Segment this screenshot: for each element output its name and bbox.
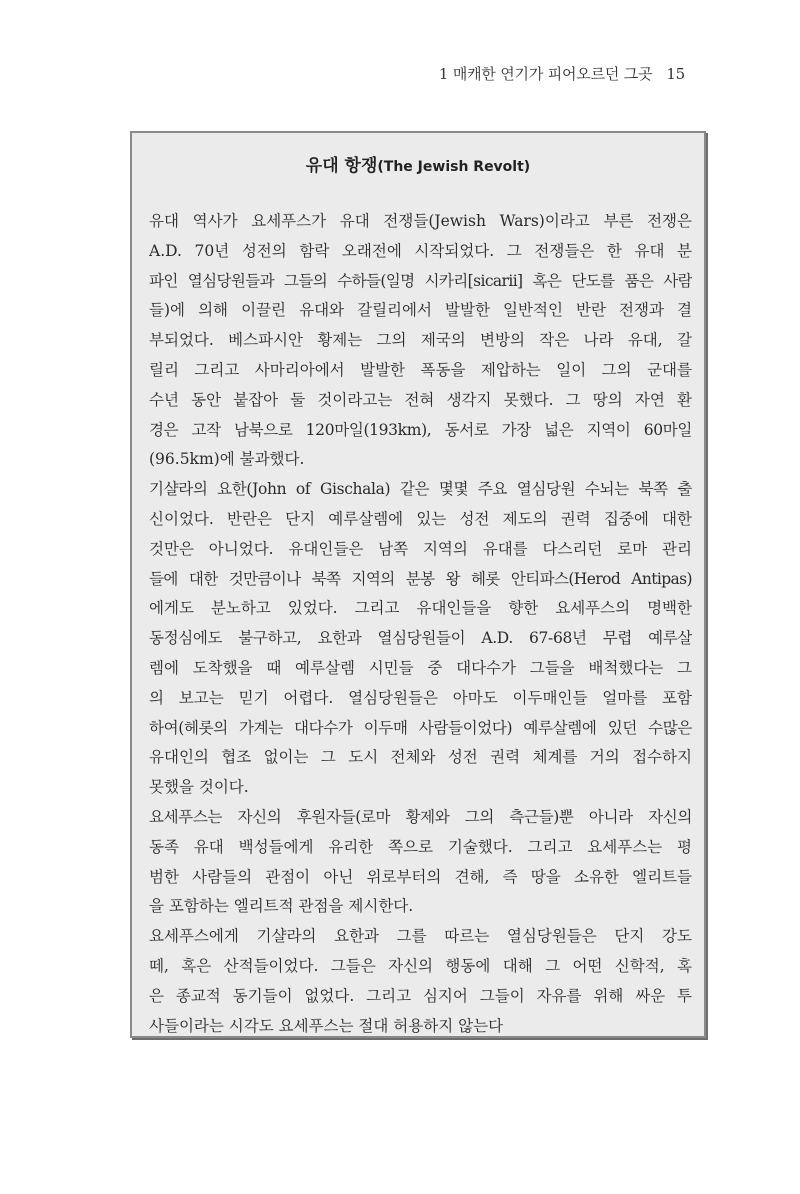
body-line: 동정심에도 불구하고, 요한과 열심당원들이 A.D. 67-68년 무렵 예루살 xyxy=(149,629,692,648)
body-line: 요세푸스에게 기샬라의 요한과 그를 따르는 열심당원들은 단지 강도 xyxy=(149,927,692,946)
body-line: 범한 사람들의 관점이 아닌 위로부터의 견해, 즉 땅을 소유한 엘리트들 xyxy=(149,867,692,886)
body-line: 동족 유대 백성들에게 유리한 쪽으로 기술했다. 그리고 요세푸스는 평 xyxy=(149,837,692,856)
running-title: 1 매캐한 연기가 피어오르던 그곳 xyxy=(438,65,653,83)
body-line: 하여(헤롯의 가계는 대다수가 이두매 사람들이었다) 예루살렘에 있던 수많은 xyxy=(149,718,692,737)
body-line: 기샬라의 요한(John of Gischala) 같은 몇몇 주요 열심당원 수뇌는 북쪽 출 xyxy=(149,480,692,499)
body-line: 유대인의 협조 없이는 그 도시 전체와 성전 권력 체계를 거의 접수하지 xyxy=(149,748,692,767)
body-line: 들에 대한 것만큼이나 북쪽 지역의 분봉 왕 헤롯 안티파스(Herod Antipas) xyxy=(149,569,692,588)
body-line: 파인 열심당원들과 그들의 수하들(일명 시카리[sicarii] 혹은 단도를 품은 사람 xyxy=(149,271,692,290)
box-title xyxy=(132,151,704,176)
body-line: 릴리 그리고 사마리아에서 발발한 폭동을 제압하는 일이 그의 군대를 xyxy=(149,360,692,379)
body-line: 요세푸스는 자신의 후원자들(로마 황제와 그의 측근들)뿐 아니라 자신의 xyxy=(149,807,692,826)
body-line: 못했을 것이다. xyxy=(149,778,249,797)
body-line: 의 보고는 믿기 어렵다. 열심당원들은 아마도 이두매인들 얼마를 포함 xyxy=(149,688,692,707)
body-line: 유대 역사가 요세푸스가 유대 전쟁들(Jewish Wars)이라고 부른 전쟁은 xyxy=(149,212,692,230)
box-title-korean: 유대 항쟁 xyxy=(305,156,378,176)
box-body xyxy=(149,207,692,1041)
body-line: 경은 고작 남북으로 120마일(193km), 동서로 가장 넓은 지역이 60마일 xyxy=(149,420,692,439)
sidebar-box xyxy=(130,131,706,1038)
body-line: 사들이라는 시각도 요세푸스는 절대 허용하지 않는다 xyxy=(149,1016,504,1035)
body-line: A.D. 70년 성전의 함락 오래전에 시작되었다. 그 전쟁들은 한 유대 분 xyxy=(149,241,692,260)
page-number: 15 xyxy=(666,65,685,83)
body-line: 에게도 분노하고 있었다. 그리고 유대인들을 향한 요세푸스의 명백한 xyxy=(149,599,692,618)
body-line: 떼, 혹은 산적들이었다. 그들은 자신의 행동에 대해 그 어떤 신학적, 혹 xyxy=(149,956,692,975)
body-line: 신이었다. 반란은 단지 예루살렘에 있는 성전 제도의 권력 집중에 대한 xyxy=(149,509,692,528)
running-header xyxy=(439,63,685,84)
body-line: 것만은 아니었다. 유대인들은 남쪽 지역의 유대를 다스리던 로마 관리 xyxy=(149,539,692,558)
body-line: 부되었다. 베스파시안 황제는 그의 제국의 변방의 작은 나라 유대, 갈 xyxy=(149,331,692,350)
body-line: 을 포함하는 엘리트적 관점을 제시한다. xyxy=(149,897,414,916)
body-line: 은 종교적 동기들이 없었다. 그리고 심지어 그들이 자유를 위해 싸운 투 xyxy=(149,986,692,1005)
body-line: (96.5km)에 불과했다. xyxy=(149,450,305,469)
box-title-english: (The Jewish Revolt) xyxy=(377,159,531,175)
body-line: 수년 동안 붙잡아 둘 것이라고는 전혀 생각지 못했다. 그 땅의 자연 환 xyxy=(149,390,692,409)
body-line: 렘에 도착했을 때 예루살렘 시민들 중 대다수가 그들을 배척했다는 그 xyxy=(149,658,692,677)
body-line: 들)에 의해 이끌린 유대와 갈릴리에서 발발한 일반적인 반란 전쟁과 결 xyxy=(149,301,692,320)
